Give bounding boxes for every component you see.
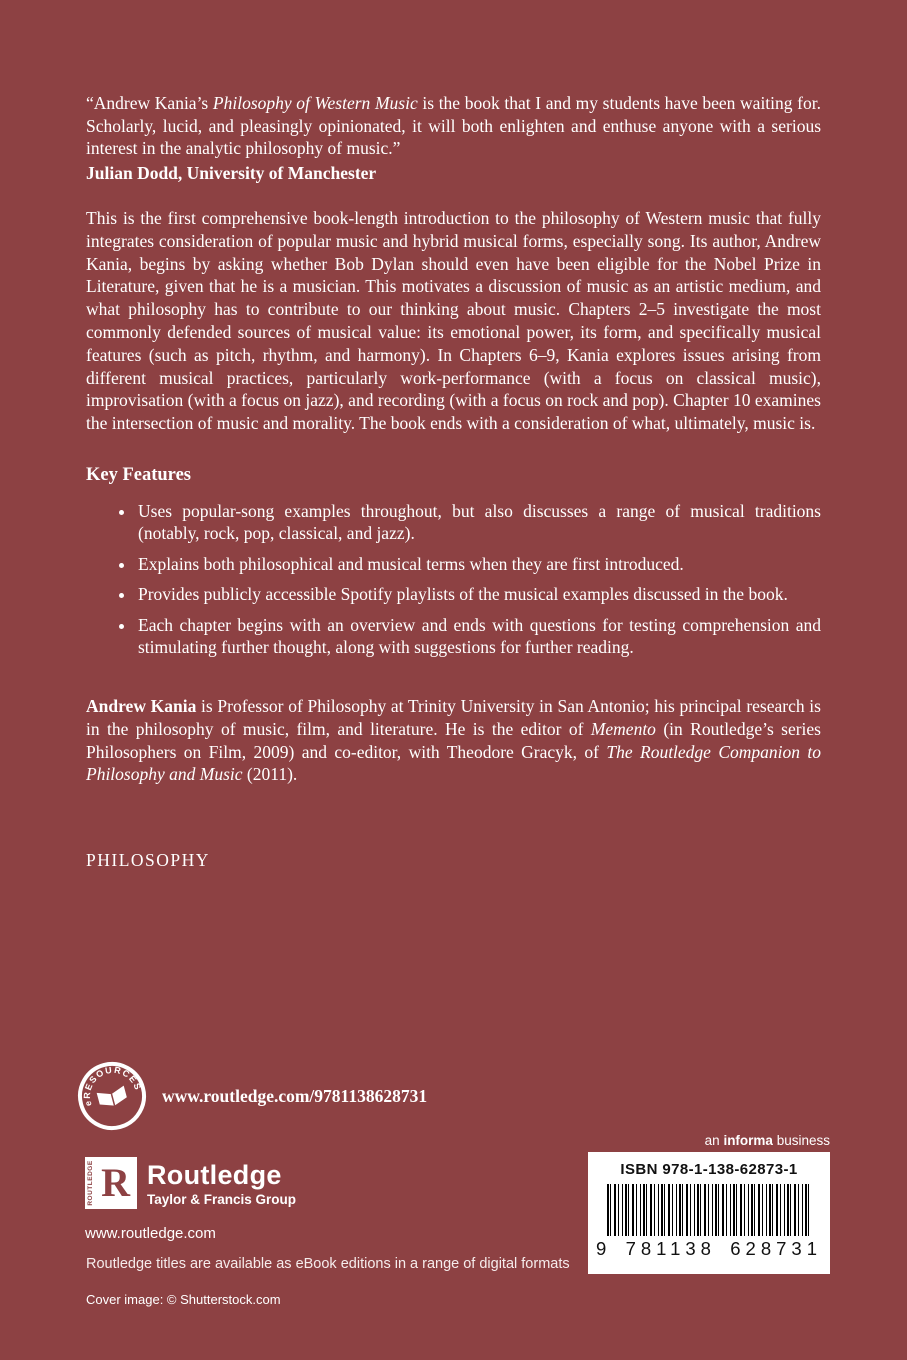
- eresources-badge-icon: [65, 1049, 158, 1142]
- bio-work-companion: The Routledge Companion to Philosophy and Music: [86, 741, 821, 785]
- informa-text-1: an: [704, 1133, 724, 1148]
- routledge-logo-vertical-text: ROUTLEDGE: [87, 1160, 94, 1206]
- key-features-list: [86, 500, 821, 659]
- informa-brand: informa: [723, 1133, 773, 1148]
- review-quote: [86, 92, 821, 160]
- key-feature-item: • Uses popular-song examples throughout, but also discusses a range of musical traditions (notably, rock, pop, classical, and jazz).: [136, 500, 821, 545]
- quote-text-start: “Andrew Kania’s: [86, 93, 213, 113]
- publisher-name: Routledge: [147, 1160, 282, 1190]
- barcode-bars: [607, 1184, 811, 1236]
- open-book-icon: [97, 1086, 128, 1110]
- bio-text-3: (2011).: [242, 764, 298, 785]
- eresources-row: [74, 1058, 427, 1134]
- quote-attribution: Julian Dodd, University of Manchester: [86, 162, 377, 183]
- eresources-badge-label: eRESOURCES: [81, 1064, 144, 1108]
- publisher-url: www.routledge.com: [85, 1225, 216, 1242]
- isbn-number: ISBN 978-1-138-62873-1: [620, 1161, 798, 1178]
- barcode-digit-group: 9: [596, 1238, 612, 1259]
- book-description: This is the first comprehensive book-length introduction to the philosophy of Western music that fully integrates consideration of popular music and hybrid musical forms, especially song. Its author, Andrew Kania, begins by asking whether Bob Dylan should even have been eligible for the Nobel Prize in Literature, given that he is a musician. This motivates a discussion of music as an artistic medium, and what philosophy has to contribute to our thinking about music. Chapters 2–5 investigate the most commonly defended sources of musical value: its emotional power, its form, and specifically musical features (such as pitch, rhythm, and harmony). In Chapters 6–9, Kania explores issues arising from different musical practices, particularly work-performance (with a focus on classical music), improvisation (with a focus on jazz), and recording (with a focus on rock and pop). Chapter 10 examines the intersection of music and morality. The book ends with a consideration of what, ultimately, music is.: [86, 208, 821, 434]
- barcode-digit-group: 628731: [730, 1238, 822, 1259]
- key-feature-item: • Explains both philosophical and musical terms when they are first introduced.: [136, 553, 821, 576]
- publisher-group: Taylor & Francis Group: [147, 1192, 297, 1207]
- publisher-block: [85, 1157, 296, 1242]
- bio-text-2: (in Routledge’s series Philosophers on Film, 2009) and co-editor, with Theodore Gracyk, of: [86, 718, 821, 762]
- routledge-logo-letter: R: [101, 1160, 130, 1205]
- key-feature-item: • Each chapter begins with an overview and ends with questions for testing comprehension and stimulating further thought, along with suggestions for further reading.: [136, 614, 821, 659]
- publisher-logo-row: [85, 1157, 296, 1209]
- cover-image-credit: Cover image: © Shutterstock.com: [86, 1292, 281, 1307]
- informa-tagline: [705, 1133, 830, 1148]
- book-title-italic: Philosophy of Western Music: [212, 93, 418, 113]
- key-feature-item: • Provides publicly accessible Spotify playlists of the musical examples discussed in the book.: [136, 583, 821, 606]
- publisher-wordmark: [147, 1157, 296, 1207]
- quote-text-end: is the book that I and my students have been waiting for. Scholarly, lucid, and pleasingly opinionated, it will both enlighten and enthuse anyone with a serious interest in the analytic philosophy of music.”: [86, 93, 821, 158]
- barcode-digit-group: 781138: [625, 1238, 716, 1259]
- isbn-barcode-box: [588, 1152, 830, 1274]
- category-label: PHILOSOPHY: [86, 850, 210, 871]
- author-name: Andrew Kania: [86, 695, 197, 716]
- routledge-logo-icon: [85, 1157, 137, 1209]
- bio-work-memento: Memento: [590, 718, 656, 739]
- ebook-availability-notice: Routledge titles are available as eBook editions in a range of digital formats: [86, 1256, 570, 1272]
- bio-text-1: is Professor of Philosophy at Trinity University in San Antonio; his principal research is in the philosophy of music, film, and literature. He is the editor of: [86, 695, 821, 739]
- barcode-digits: [596, 1238, 822, 1260]
- author-bio: [86, 695, 821, 786]
- key-features-heading: Key Features: [86, 464, 191, 485]
- book-resource-url: www.routledge.com/9781138628731: [162, 1085, 428, 1106]
- informa-text-2: business: [772, 1133, 830, 1148]
